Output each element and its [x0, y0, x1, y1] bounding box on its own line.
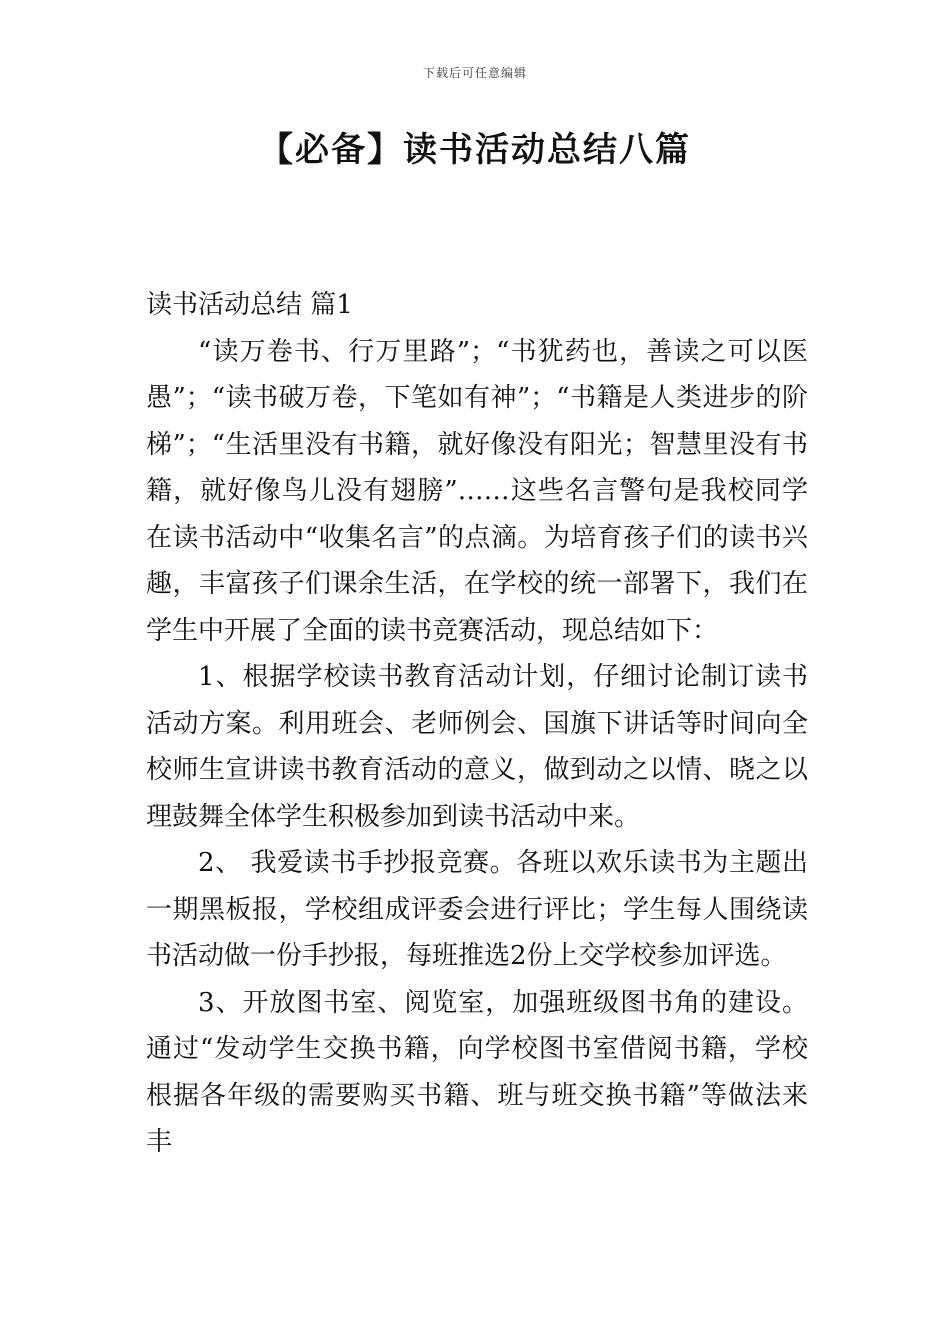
paragraph-intro: “读万卷书、行万里路”；“书犹药也，善读之可以医愚”；“读书破万卷，下笔如有神”；“书籍是人类进步的阶梯”；“生活里没有书籍，就好像没有阳光；智慧里没有书籍，就好像鸟儿没有翅膀”……这些名言警句是我校同学在读书活动中“收集名言”的点滴。为培育孩子们的读书兴趣，丰富孩子们课余生活，在学校的统一部署下，我们在学生中开展了全面的读书竞赛活动，现总结如下：: [146, 336, 808, 646]
section-heading: 读书活动总结 篇1: [146, 290, 353, 320]
paragraph-item-1: 1、根据学校读书教育活动计划，仔细讨论制订读书活动方案。利用班会、老师例会、国旗下讲话等时间向全校师生宣讲读书教育活动的意义，做到动之以情、晓之以理鼓舞全体学生积极参加到读书活动中来。: [146, 662, 808, 832]
paragraph-item-3: 3、开放图书室、阅览室，加强班级图书角的建设。通过“发动学生交换书籍，向学校图书室借阅书籍，学校根据各年级的需要购买书籍、班与班交换书籍”等做法来丰: [146, 987, 808, 1157]
document-body: [146, 282, 808, 1166]
paragraph-item-2: 2、 我爱读书手抄报竞赛。各班以欢乐读书为主题出一期黑板报，学校组成评委会进行评比；学生每人围绕读书活动做一份手抄报，每班推选2份上交学校参加评选。: [146, 848, 808, 971]
page-header-note: 下载后可任意编辑: [422, 66, 527, 80]
document-title: 【必备】读书活动总结八篇: [259, 130, 691, 170]
